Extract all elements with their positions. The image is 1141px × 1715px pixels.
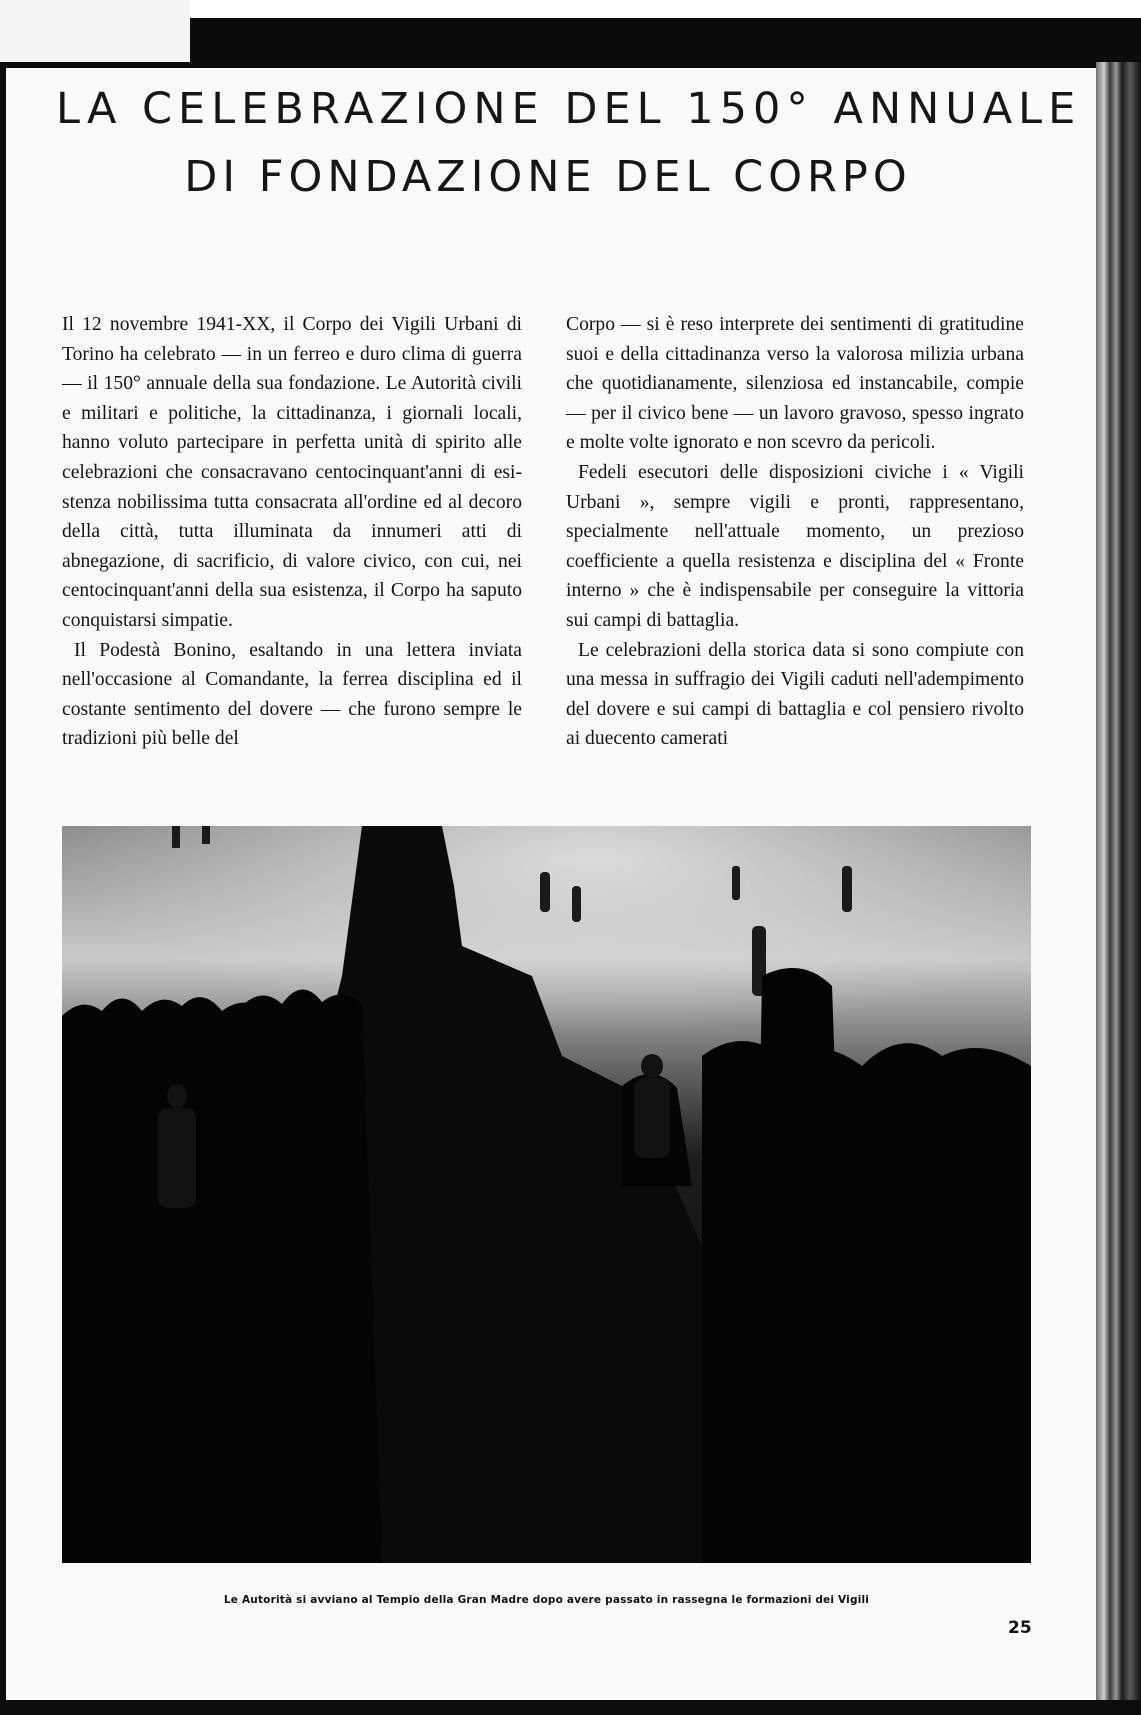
scan-frame-bottom: [0, 1700, 1141, 1715]
article-column-left: [62, 310, 522, 754]
crowd-photo-illustration: [62, 826, 1031, 1563]
paragraph: Il 12 novembre 1941-XX, il Corpo dei Vigili Urbani di Torino ha celebrato — in un ferreo e duro clima di guerra — il 150° annuale della sua fondazione. Le Autorità civili e militari e politiche, la cittadinanza, i giornali locali, hanno voluto partecipare in perfetta unità di spirito alle celebrazioni che consacravano centocinquant'anni di esistenza nobilissima tutta consacrata all'ordine ed al decoro della città, tutta illuminata da innumeri atti di abnegazione, di sacrificio, di valore civico, con cui, nei centocinquant'anni della sua esistenza, il Corpo ha saputo conquistarsi simpatie.: [62, 314, 522, 631]
page-title-line-2: DI FONDAZIONE DEL CORPO: [184, 152, 912, 202]
page-title-line-1: LA CELEBRAZIONE DEL 150° ANNUALE: [56, 84, 1082, 134]
article-column-right: [566, 310, 1024, 754]
page-number: 25: [1008, 1618, 1032, 1638]
paragraph: Le celebrazioni della storica data si sono compiute con una messa in suffragio dei Vigili caduti nell'adempimento del dovere e sui campi di battaglia e col pensiero rivolto ai duecento camerati: [566, 639, 1024, 750]
scan-margin: [0, 0, 190, 62]
paragraph: Corpo — si è reso interprete dei sentimenti di gratitudine suoi e della cittadinanza verso la valorosa milizia urbana che quotidianamente, silenziosa ed instancabile, compie — per il civico bene — un lavoro gravoso, spesso ingrato e molte volte ignorato e non scevro da pericoli.: [566, 314, 1024, 454]
photo-caption: Le Autorità si avviano al Tempio della Gran Madre dopo avere passato in rassegna le formazioni dei Vigili: [223, 1594, 870, 1606]
article-photo: [62, 826, 1031, 1563]
paragraph: Il Podestà Bonino, esaltando in una lettera inviata nell'occasione al Comandante, la ferrea disciplina ed il costante sentimento del dovere — che furono sempre le tradizioni più belle del: [62, 639, 522, 750]
paragraph: Fedeli esecutori delle disposizioni civiche i « Vigili Urbani », sempre vigili e pronti, rappresentano, specialmente nell'attuale momento, un prezioso coefficiente a quella resistenza e disciplina del « Fronte interno » che è indispensabile per conseguire la vittoria sui campi di battaglia.: [566, 461, 1024, 631]
scan-frame-top: [190, 18, 1141, 66]
scan-frame-right: [1096, 62, 1141, 1715]
